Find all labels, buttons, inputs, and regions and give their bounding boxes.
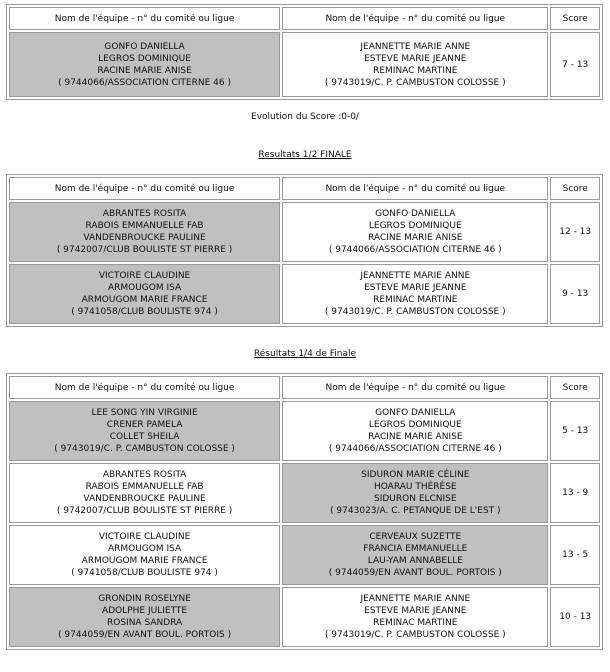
club-name: ( 9744066/ASSOCIATION CITERNE 46 ) — [58, 77, 231, 88]
player-name: ESTEVE MARIE JEANNE — [364, 283, 467, 293]
player-name: ESTEVE MARIE JEANNE — [364, 606, 467, 616]
club-name: ( 9742007/CLUB BOULISTE ST PIERRE ) — [56, 506, 233, 516]
player-name: LEE SONG YIN VIRGINIE — [91, 408, 198, 418]
player-name: RACINE MARIE ANISE — [97, 65, 192, 76]
club-name: ( 9744066/ASSOCIATION CITERNE 46 ) — [328, 245, 502, 255]
quarter-final-heading: Résultats 1/4 de Finale — [253, 349, 357, 359]
player-name: SIDURON ELCNISE — [374, 494, 457, 504]
semi-final-heading: Resultats 1/2 FINALE — [258, 150, 352, 160]
match-row — [9, 264, 600, 324]
player-name: LEGROS DOMINIQUE — [368, 221, 462, 231]
team2-cell — [282, 264, 548, 324]
team2-cell — [282, 525, 548, 585]
player-name: JEANNETTE MARIE ANNE — [360, 271, 471, 281]
player-name: VICTOIRE CLAUDINE — [98, 532, 191, 542]
player-name: ADOLPHE JULIETTE — [102, 606, 188, 616]
player-name: REMINAC MARTINE — [373, 295, 458, 305]
player-name: LAU-YAM ANNABELLE — [367, 556, 463, 566]
team1-cell — [9, 32, 280, 97]
score-column-header: Score — [550, 7, 600, 30]
score-cell: 7 - 13 — [550, 32, 600, 97]
player-name: RACINE MARIE ANISE — [368, 432, 463, 442]
team1-cell — [9, 401, 280, 461]
match-row — [9, 525, 600, 585]
player-name: VANDENBROUCKE PAULINE — [83, 494, 206, 504]
table-header-row — [9, 376, 600, 399]
quarter-final-table — [6, 373, 603, 650]
score-column-header: Score — [550, 177, 600, 200]
team1-cell — [9, 202, 280, 262]
player-name: ARMOUGOM MARIE FRANCE — [81, 295, 208, 305]
player-name: REMINAC MARTINE — [373, 618, 458, 628]
table-header-row — [9, 177, 600, 200]
player-name: FRANCIA EMMANUELLE — [363, 544, 468, 554]
player-name: COLLET SHEILA — [109, 432, 180, 442]
player-name: CERVEAUX SUZETTE — [369, 532, 462, 542]
score-cell: 12 - 13 — [550, 202, 600, 262]
score-cell: 5 - 13 — [550, 401, 600, 461]
score-cell: 10 - 13 — [550, 587, 600, 647]
player-name: VICTOIRE CLAUDINE — [98, 271, 191, 281]
player-name: ROSINA SANDRA — [106, 618, 183, 628]
team1-cell — [9, 463, 280, 523]
team1-cell — [9, 587, 280, 647]
match-row — [9, 401, 600, 461]
team2-column-header: Nom de l'équipe - n° du comité ou ligue — [282, 376, 548, 399]
club-name: ( 9744059/EN AVANT BOUL. PORTOIS ) — [328, 568, 502, 578]
player-name: ARMOUGOM MARIE FRANCE — [81, 556, 208, 566]
player-name: GONFO DANIELLA — [104, 41, 185, 52]
player-name: RACINE MARIE ANISE — [368, 233, 463, 243]
team2-column-header: Nom de l'équipe - n° du comité ou ligue — [282, 177, 548, 200]
club-name: ( 9743019/C. P. CAMBUSTON COLOSSE ) — [324, 630, 506, 640]
team1-cell — [9, 525, 280, 585]
team1-column-header: Nom de l'équipe - n° du comité ou ligue — [9, 177, 280, 200]
player-name: ESTEVE MARIE JEANNE — [364, 53, 467, 64]
team2-cell — [282, 401, 548, 461]
club-name: ( 9742007/CLUB BOULISTE ST PIERRE ) — [56, 245, 233, 255]
player-name: ARMOUGOM ISA — [107, 283, 182, 293]
player-name: JEANNETTE MARIE ANNE — [360, 594, 471, 604]
team2-cell — [282, 463, 548, 523]
team2-cell — [282, 587, 548, 647]
team2-cell — [282, 202, 548, 262]
player-name: GONFO DANIELLA — [375, 408, 456, 418]
club-name: ( 9741058/CLUB BOULISTE 974 ) — [71, 568, 218, 578]
team2-cell — [282, 32, 548, 97]
final-results-table — [6, 4, 603, 100]
player-name: RABOIS EMMANUELLE FAB — [85, 482, 204, 492]
match-row — [9, 587, 600, 647]
player-name: JEANNETTE MARIE ANNE — [360, 41, 471, 52]
team1-column-header: Nom de l'équipe - n° du comité ou ligue — [9, 7, 280, 30]
semi-final-table — [6, 174, 603, 327]
club-name: ( 9744059/EN AVANT BOUL. PORTOIS ) — [58, 630, 232, 640]
match-row — [9, 202, 600, 262]
match-row — [9, 32, 600, 97]
table-header-row — [9, 7, 600, 30]
team1-column-header: Nom de l'équipe - n° du comité ou ligue — [9, 376, 280, 399]
player-name: LEGROS DOMINIQUE — [368, 420, 462, 430]
player-name: HOARAU THÉRÈSE — [373, 482, 457, 492]
team1-cell — [9, 264, 280, 324]
club-name: ( 9743019/C. P. CAMBUSTON COLOSSE ) — [324, 307, 506, 317]
score-cell: 13 - 5 — [550, 525, 600, 585]
score-cell: 9 - 13 — [550, 264, 600, 324]
player-name: VANDENBROUCKE PAULINE — [83, 233, 206, 243]
team2-column-header: Nom de l'équipe - n° du comité ou ligue — [282, 7, 548, 30]
player-name: GONFO DANIELLA — [375, 209, 456, 219]
player-name: ABRANTES ROSITA — [102, 470, 187, 480]
player-name: SIDURON MARIE CÉLINE — [361, 470, 470, 480]
player-name: CRENER PAMELA — [106, 420, 183, 430]
player-name: REMINAC MARTINE — [373, 65, 458, 76]
player-name: ARMOUGOM ISA — [107, 544, 182, 554]
club-name: ( 9743023/A. C. PETANQUE DE L'EST ) — [330, 506, 501, 516]
player-name: GRONDIN ROSELYNE — [98, 594, 191, 604]
club-name: ( 9743019/C. P. CAMBUSTON COLOSSE ) — [324, 77, 506, 88]
club-name: ( 9743019/C. P. CAMBUSTON COLOSSE ) — [54, 444, 235, 454]
player-name: RABOIS EMMANUELLE FAB — [85, 221, 204, 231]
score-evolution: Evolution du Score :0-0/ — [251, 112, 359, 122]
score-cell: 13 - 9 — [550, 463, 600, 523]
player-name: LEGROS DOMINIQUE — [98, 53, 191, 64]
player-name: ABRANTES ROSITA — [102, 209, 187, 219]
score-column-header: Score — [550, 376, 600, 399]
club-name: ( 9741058/CLUB BOULISTE 974 ) — [71, 307, 218, 317]
match-row — [9, 463, 600, 523]
club-name: ( 9744066/ASSOCIATION CITERNE 46 ) — [328, 444, 502, 454]
